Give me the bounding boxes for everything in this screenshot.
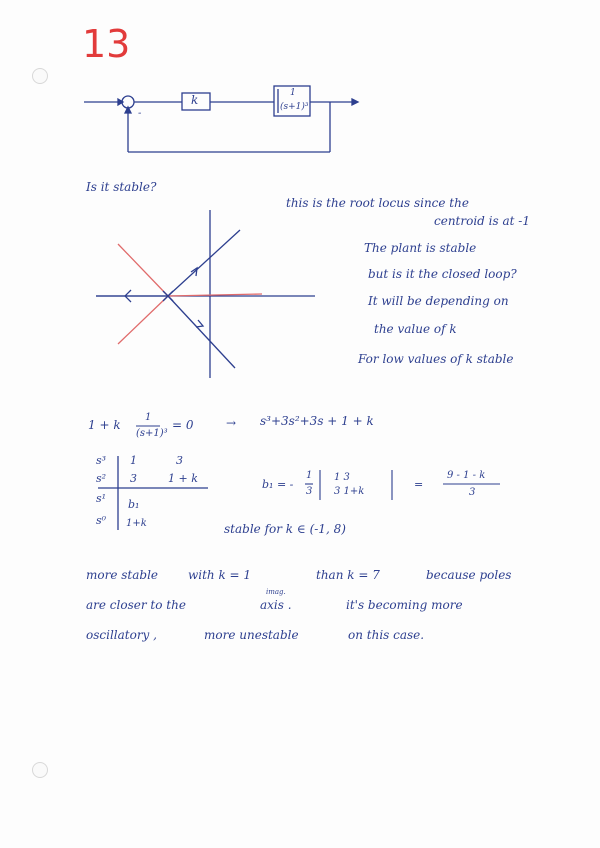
eq-arrow: → bbox=[226, 416, 237, 430]
note-centroid: centroid is at -1 bbox=[434, 214, 530, 228]
eq-lhs: 1 + k bbox=[88, 418, 121, 432]
eq-frac-num: 1 bbox=[145, 412, 152, 423]
routh-cell-s3-c1: 1 bbox=[130, 454, 137, 467]
conclusion-axis: axis . bbox=[260, 598, 292, 612]
conclusion-becoming: it's becoming more bbox=[346, 598, 463, 612]
summing-minus-sign: - bbox=[138, 108, 142, 119]
conclusion-oscillatory: oscillatory , bbox=[86, 628, 157, 642]
locus-branch-down bbox=[168, 296, 235, 368]
routh-power-s0: s⁰ bbox=[96, 514, 107, 527]
routh-power-s3: s³ bbox=[96, 454, 107, 467]
note-depending: It will be depending on bbox=[368, 294, 509, 308]
asymptote-lower bbox=[118, 296, 168, 344]
det-row-2: 3 1+k bbox=[334, 486, 365, 497]
routh-cell-s2-c1: 3 bbox=[130, 472, 137, 485]
conclusion-unestable: more unestable bbox=[204, 628, 299, 642]
b1-frac-den: 3 bbox=[306, 486, 313, 497]
conclusion-this-case: on this case. bbox=[348, 628, 425, 642]
down-arrow bbox=[196, 320, 203, 327]
b1-lhs: b₁ = - bbox=[262, 478, 294, 491]
root-locus-plot bbox=[96, 210, 315, 378]
locus-branch-up bbox=[168, 230, 240, 296]
conclusion-because-poles: because poles bbox=[426, 568, 512, 582]
conclusion-imag-note: imag. bbox=[266, 588, 286, 596]
plant-numerator: 1 bbox=[290, 88, 296, 98]
note-closed-loop: but is it the closed loop? bbox=[368, 267, 517, 281]
result-numerator: 9 - 1 - k bbox=[447, 470, 486, 481]
note-plant-stable: The plant is stable bbox=[364, 241, 477, 255]
block-diagram bbox=[84, 86, 358, 152]
conclusion-more-stable: more stable bbox=[86, 568, 159, 582]
routh-cell-s3-c2: 3 bbox=[176, 454, 183, 467]
routh-power-s1: s¹ bbox=[96, 492, 107, 505]
page-number: 13 bbox=[82, 22, 131, 66]
asymptote-upper bbox=[118, 244, 168, 296]
eq-equals: = 0 bbox=[172, 418, 194, 432]
conclusion-than-k7: than k = 7 bbox=[316, 568, 380, 582]
note-value-k: the value of k bbox=[374, 322, 457, 336]
note-low-k-stable: For low values of k stable bbox=[358, 352, 514, 366]
routh-cell-s2-c2: 1 + k bbox=[168, 472, 198, 485]
output-arrow-head bbox=[352, 99, 358, 105]
eq-frac-den: (s+1)³ bbox=[136, 428, 168, 439]
plant-denominator: (s+1)³ bbox=[280, 102, 309, 112]
routh-cell-s0-c1: 1+k bbox=[126, 518, 147, 529]
routh-cell-s1-c1: b₁ bbox=[128, 498, 140, 511]
conclusion-closer: are closer to the bbox=[86, 598, 186, 612]
det-row-1: 1 3 bbox=[334, 472, 350, 483]
b1-frac-num: 1 bbox=[306, 470, 313, 481]
gain-label: k bbox=[191, 93, 199, 107]
conclusion-with-k1: with k = 1 bbox=[188, 568, 252, 582]
b1-equals: = bbox=[414, 478, 424, 491]
question-text: Is it stable? bbox=[86, 180, 157, 194]
routh-power-s2: s² bbox=[96, 472, 107, 485]
stability-range: stable for k ∈ (-1, 8) bbox=[224, 522, 346, 536]
result-denominator: 3 bbox=[469, 487, 476, 498]
eq-rhs: s³+3s²+3s + 1 + k bbox=[260, 414, 374, 428]
note-root-locus: this is the root locus since the bbox=[286, 196, 469, 210]
